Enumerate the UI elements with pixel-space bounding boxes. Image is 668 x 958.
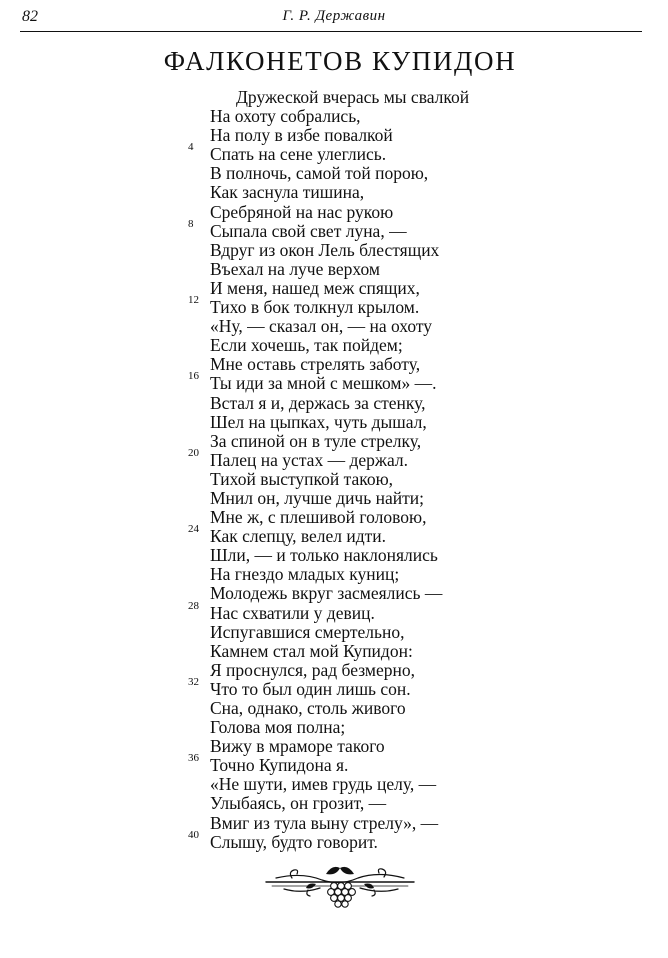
line-number: 20 bbox=[188, 446, 199, 459]
line-text: Если хочешь, так пойдем; bbox=[210, 335, 403, 356]
line-text: В полночь, самой той порою, bbox=[210, 163, 429, 184]
line-text: Вдруг из окон Лель блестящих bbox=[210, 239, 440, 260]
poem-line bbox=[0, 317, 668, 336]
line-text: Слышу, будто говорит. bbox=[210, 831, 378, 852]
line-text: «Не шути, имев грудь целу, — bbox=[210, 774, 437, 795]
line-text: Ты иди за мной с мешком» —. bbox=[210, 373, 437, 394]
line-text: И меня, нашед меж спящих, bbox=[210, 277, 420, 298]
line-number: 36 bbox=[188, 752, 199, 765]
poem-title: ФАЛКОНЕТОВ КУПИДОН bbox=[163, 46, 517, 76]
line-text: Шел на цыпках, чуть дышал, bbox=[210, 411, 427, 432]
line-number: 12 bbox=[188, 294, 199, 307]
poem-line bbox=[0, 718, 668, 737]
poem-line bbox=[0, 164, 668, 183]
poem-line bbox=[0, 432, 668, 451]
line-text: Сна, однако, столь живого bbox=[210, 698, 406, 718]
line-number: 8 bbox=[188, 217, 194, 230]
poem-line bbox=[0, 394, 668, 413]
poem-line bbox=[0, 523, 668, 547]
line-text: Улыбаясь, он грозит, — bbox=[210, 793, 387, 814]
poem-line bbox=[0, 88, 668, 107]
poem-line bbox=[0, 489, 668, 508]
poem-line bbox=[0, 599, 668, 623]
poem-line bbox=[0, 508, 668, 527]
line-text: За спиной он в туле стрелку, bbox=[210, 430, 422, 451]
poem-line bbox=[0, 413, 668, 432]
poem-line bbox=[0, 699, 668, 718]
poem-line bbox=[0, 752, 668, 776]
poem-line bbox=[0, 623, 668, 642]
poem-line bbox=[0, 794, 668, 813]
line-text: Въехал на луче верхом bbox=[210, 258, 380, 279]
line-text: Шли, — и только наклонялись bbox=[210, 545, 438, 566]
running-header bbox=[0, 0, 668, 34]
poem-line bbox=[0, 546, 668, 565]
page-number: 82 bbox=[22, 8, 38, 25]
poem-line bbox=[0, 217, 668, 241]
line-text: Спать на сене улеглись. bbox=[210, 144, 387, 165]
poem-line bbox=[0, 814, 668, 833]
line-number: 16 bbox=[188, 370, 199, 383]
line-text: Палец на устах — держал. bbox=[210, 449, 408, 470]
poem-line bbox=[0, 141, 668, 165]
poem-body bbox=[0, 88, 668, 852]
poem-line bbox=[0, 107, 668, 126]
poem-line bbox=[0, 260, 668, 279]
line-text: На охоту собрались, bbox=[210, 106, 361, 127]
line-text: Мне ж, с плешивой головою, bbox=[210, 507, 427, 528]
poem-line bbox=[0, 565, 668, 584]
poem-line bbox=[0, 828, 668, 852]
poem-line bbox=[0, 336, 668, 355]
header-rule bbox=[20, 31, 642, 32]
poem-line bbox=[0, 675, 668, 699]
poem-line bbox=[0, 241, 668, 260]
line-number: 40 bbox=[188, 828, 199, 841]
line-number: 4 bbox=[188, 141, 194, 154]
poem-line bbox=[0, 279, 668, 298]
poem-line bbox=[0, 203, 668, 222]
line-number: 32 bbox=[188, 675, 199, 688]
line-number: 24 bbox=[188, 523, 199, 536]
line-text: Как заснула тишина, bbox=[210, 182, 365, 203]
line-text: Встал я и, держась за стенку, bbox=[210, 392, 426, 413]
poem-line bbox=[0, 642, 668, 661]
grapevine-ornament-icon bbox=[262, 862, 418, 910]
line-text: Мне оставь стрелять заботу, bbox=[210, 354, 421, 375]
line-text: Камнем стал мой Купидон: bbox=[210, 640, 413, 661]
line-text: «Ну, — сказал он, — на охоту bbox=[210, 316, 433, 337]
line-text: Сребряной на нас рукою bbox=[210, 201, 394, 222]
line-text: На гнездо младых куниц; bbox=[210, 564, 400, 585]
line-text: Вмиг из тула выну стрелу», — bbox=[210, 812, 439, 833]
poem-line bbox=[0, 294, 668, 318]
line-text: Точно Купидона я. bbox=[210, 755, 349, 776]
line-text: На полу в избе повалкой bbox=[210, 125, 393, 146]
line-text: Нас схватили у девиц. bbox=[210, 602, 375, 623]
poem-line bbox=[0, 126, 668, 145]
line-text: Тихой выступкой такою, bbox=[210, 468, 394, 489]
poem-line bbox=[0, 661, 668, 680]
poem-line bbox=[0, 446, 668, 470]
poem-line bbox=[0, 355, 668, 374]
line-number: 28 bbox=[188, 599, 199, 612]
poem-line bbox=[0, 584, 668, 603]
poem-line bbox=[0, 183, 668, 202]
line-text: Вижу в мраморе такого bbox=[210, 736, 385, 757]
line-text: Что то был один лишь сон. bbox=[210, 678, 411, 699]
poem-line bbox=[0, 775, 668, 794]
line-text: Молодежь вкруг засмеялись — bbox=[210, 583, 443, 604]
line-text: Испугавшися смертельно, bbox=[210, 621, 405, 642]
line-text: Мнил он, лучше дичь найти; bbox=[210, 487, 424, 508]
line-text: Сыпала свой свет луна, — bbox=[210, 220, 407, 241]
line-text: Дружеской вчерась мы свалкой bbox=[236, 87, 470, 107]
poem-line bbox=[0, 737, 668, 756]
poem-line bbox=[0, 470, 668, 489]
poem-line bbox=[0, 370, 668, 394]
line-text: Тихо в бок толкнул крылом. bbox=[210, 297, 420, 318]
line-text: Я проснулся, рад безмерно, bbox=[210, 659, 415, 680]
line-text: Голова моя полна; bbox=[210, 717, 346, 738]
line-text: Как слепцу, велел идти. bbox=[210, 526, 387, 547]
running-head-author: Г. Р. Державин bbox=[282, 8, 386, 24]
